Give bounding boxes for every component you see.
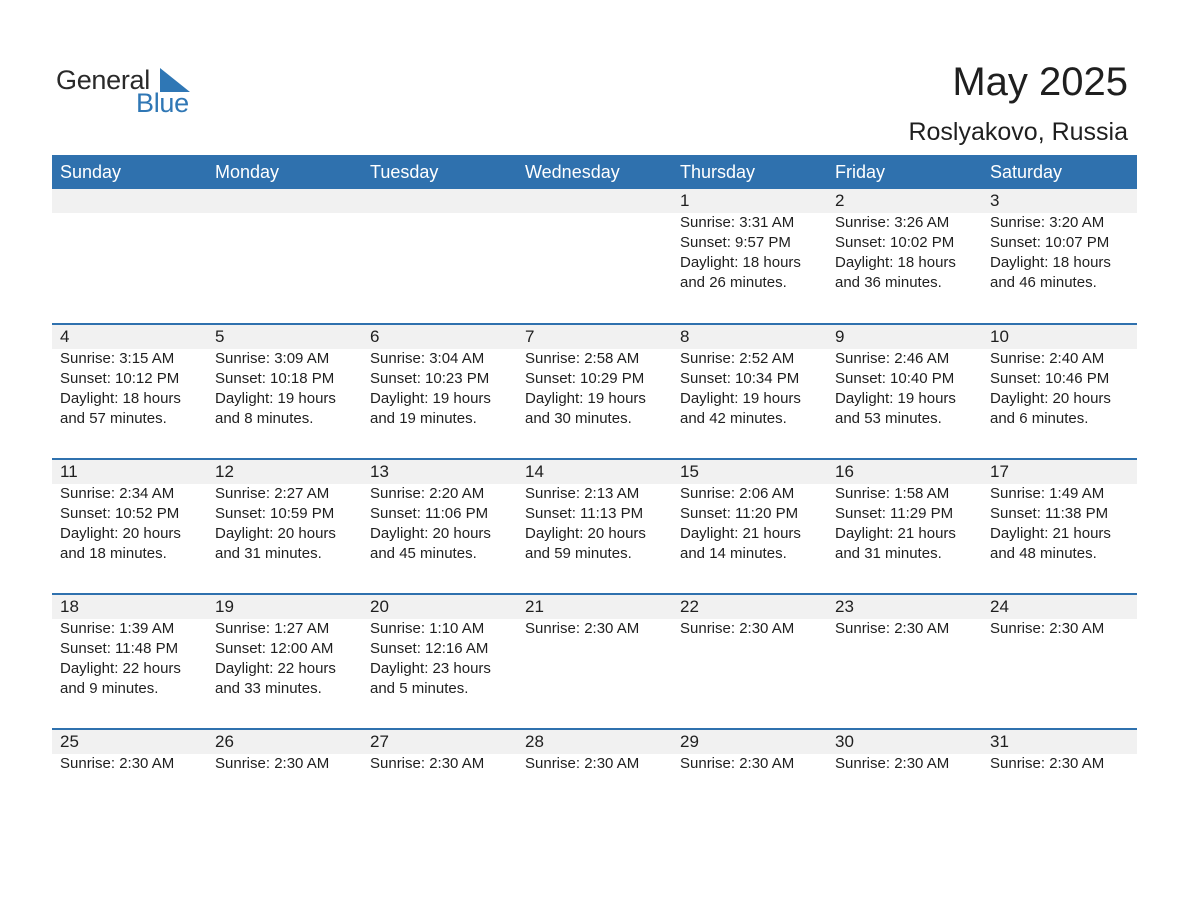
day-cell: [207, 189, 362, 323]
day-number: 31: [990, 732, 1009, 751]
day-sun-info: [215, 619, 362, 699]
daylight-text: Daylight: 19 hours: [680, 390, 801, 407]
daylight-text: Daylight: 20 hours: [370, 525, 491, 542]
day-cell: [672, 460, 827, 593]
daylight-text: and 45 minutes.: [370, 545, 477, 562]
day-cell: [827, 189, 982, 323]
sunrise-text: Sunrise: 3:26 AM: [835, 214, 950, 231]
sunset-text: Sunset: 12:00 AM: [215, 640, 334, 657]
day-number: 13: [370, 462, 389, 481]
day-cell: [207, 595, 362, 728]
daylight-text: Daylight: 20 hours: [60, 525, 181, 542]
sunrise-text: Sunrise: 2:20 AM: [370, 485, 485, 502]
week-row: [52, 323, 1137, 458]
daylight-text: and 36 minutes.: [835, 274, 942, 291]
day-number: 28: [525, 732, 544, 751]
day-sun-info: [60, 484, 207, 564]
daylight-text: Daylight: 20 hours: [525, 525, 646, 542]
day-cell: [517, 730, 672, 863]
sunrise-text: Sunrise: 2:30 AM: [60, 755, 175, 772]
day-sun-info: [525, 619, 672, 639]
weekday-monday: Monday: [215, 162, 280, 182]
sunset-text: Sunset: 11:29 PM: [835, 505, 954, 522]
sunset-text: Sunset: 10:18 PM: [215, 370, 335, 387]
sunrise-text: Sunrise: 2:30 AM: [215, 755, 330, 772]
daylight-text: and 14 minutes.: [680, 545, 787, 562]
day-cell: [827, 325, 982, 458]
daylight-text: Daylight: 19 hours: [525, 390, 646, 407]
day-number: 27: [370, 732, 389, 751]
sunrise-text: Sunrise: 1:58 AM: [835, 485, 950, 502]
day-number: 29: [680, 732, 699, 751]
day-number: 6: [370, 327, 380, 346]
daylight-text: and 53 minutes.: [835, 410, 942, 427]
day-cell: [52, 189, 207, 323]
sunrise-text: Sunrise: 2:30 AM: [990, 620, 1105, 637]
sunset-text: Sunset: 10:34 PM: [680, 370, 800, 387]
day-cell: [827, 460, 982, 593]
day-sun-info: [990, 349, 1137, 429]
day-cell: [982, 325, 1137, 458]
location-subtitle: Roslyakovo, Russia: [908, 118, 1128, 146]
sunset-text: Sunset: 10:07 PM: [990, 234, 1110, 251]
day-cell: [517, 595, 672, 728]
sunset-text: Sunset: 11:13 PM: [525, 505, 644, 522]
day-sun-info: [835, 619, 982, 639]
daylight-text: and 26 minutes.: [680, 274, 787, 291]
day-sun-info: [835, 484, 982, 564]
day-cell: [672, 325, 827, 458]
day-number: 8: [680, 327, 690, 346]
day-cell: [362, 730, 517, 863]
sunset-text: Sunset: 10:23 PM: [370, 370, 490, 387]
sunrise-text: Sunrise: 2:30 AM: [370, 755, 485, 772]
daylight-text: and 57 minutes.: [60, 410, 167, 427]
sunset-text: Sunset: 10:02 PM: [835, 234, 955, 251]
sunrise-text: Sunrise: 2:58 AM: [525, 350, 640, 367]
day-cell: [52, 730, 207, 863]
weekday-tuesday: Tuesday: [370, 162, 439, 182]
day-number: 22: [680, 597, 699, 616]
day-sun-info: [680, 349, 827, 429]
day-cell: [207, 325, 362, 458]
day-sun-info: [680, 484, 827, 564]
sunrise-text: Sunrise: 2:27 AM: [215, 485, 330, 502]
sunrise-text: Sunrise: 3:04 AM: [370, 350, 485, 367]
day-sun-info: [990, 754, 1137, 774]
day-number: 12: [215, 462, 234, 481]
daylight-text: Daylight: 22 hours: [60, 660, 181, 677]
day-sun-info: [990, 619, 1137, 639]
sunset-text: Sunset: 10:40 PM: [835, 370, 955, 387]
weekday-saturday: Saturday: [990, 162, 1063, 182]
daylight-text: and 8 minutes.: [215, 410, 314, 427]
sunrise-text: Sunrise: 3:15 AM: [60, 350, 175, 367]
sunrise-text: Sunrise: 2:30 AM: [835, 755, 950, 772]
day-cell: [52, 595, 207, 728]
sunrise-text: Sunrise: 2:13 AM: [525, 485, 640, 502]
daylight-text: Daylight: 19 hours: [370, 390, 491, 407]
day-sun-info: [60, 754, 207, 774]
day-sun-info: [525, 349, 672, 429]
weekday-sunday: Sunday: [60, 162, 122, 182]
week-row: [52, 593, 1137, 728]
daylight-text: Daylight: 21 hours: [680, 525, 801, 542]
day-cell: [52, 460, 207, 593]
day-number: 9: [835, 327, 845, 346]
day-sun-info: [215, 484, 362, 564]
sunset-text: Sunset: 10:46 PM: [990, 370, 1110, 387]
logo-general-text: General: [56, 65, 150, 95]
day-sun-info: [680, 619, 827, 639]
day-sun-info: [990, 484, 1137, 564]
day-cell: [672, 730, 827, 863]
day-number: 15: [680, 462, 699, 481]
sunset-text: Sunset: 11:20 PM: [680, 505, 799, 522]
sunrise-text: Sunrise: 2:52 AM: [680, 350, 795, 367]
sunrise-text: Sunrise: 1:49 AM: [990, 485, 1105, 502]
daylight-text: Daylight: 19 hours: [835, 390, 956, 407]
daylight-text: and 48 minutes.: [990, 545, 1097, 562]
day-number: 26: [215, 732, 234, 751]
weekday-wednesday: Wednesday: [525, 162, 620, 182]
daylight-text: and 59 minutes.: [525, 545, 632, 562]
day-cell: [982, 189, 1137, 323]
daylight-text: Daylight: 23 hours: [370, 660, 491, 677]
day-cell: [207, 730, 362, 863]
daylight-text: Daylight: 18 hours: [835, 254, 956, 271]
day-number: 5: [215, 327, 225, 346]
day-cell: [362, 189, 517, 323]
day-number: [370, 189, 517, 213]
daylight-text: Daylight: 19 hours: [215, 390, 336, 407]
day-cell: [207, 460, 362, 593]
sunset-text: Sunset: 9:57 PM: [680, 234, 791, 251]
page-title: May 2025: [952, 60, 1128, 104]
day-number: 10: [990, 327, 1009, 346]
day-number: 14: [525, 462, 544, 481]
week-row: [52, 728, 1137, 863]
sunrise-text: Sunrise: 3:09 AM: [215, 350, 330, 367]
sunrise-text: Sunrise: 2:30 AM: [680, 755, 795, 772]
daylight-text: Daylight: 18 hours: [990, 254, 1111, 271]
sunrise-text: Sunrise: 2:30 AM: [835, 620, 950, 637]
daylight-text: Daylight: 21 hours: [835, 525, 956, 542]
daylight-text: and 9 minutes.: [60, 680, 159, 697]
daylight-text: and 31 minutes.: [215, 545, 322, 562]
day-sun-info: [60, 619, 207, 699]
day-number: 19: [215, 597, 234, 616]
sunrise-text: Sunrise: 1:27 AM: [215, 620, 330, 637]
day-sun-info: [835, 349, 982, 429]
day-number: 4: [60, 327, 70, 346]
daylight-text: Daylight: 20 hours: [990, 390, 1111, 407]
day-sun-info: [370, 349, 517, 429]
day-number: 21: [525, 597, 544, 616]
day-sun-info: [835, 754, 982, 774]
day-sun-info: [370, 754, 517, 774]
day-number: 18: [60, 597, 79, 616]
week-row: [52, 458, 1137, 593]
daylight-text: and 46 minutes.: [990, 274, 1097, 291]
sunset-text: Sunset: 10:59 PM: [215, 505, 335, 522]
weekday-thursday: Thursday: [680, 162, 756, 182]
daylight-text: and 33 minutes.: [215, 680, 322, 697]
daylight-text: Daylight: 18 hours: [680, 254, 801, 271]
day-cell: [362, 595, 517, 728]
sunset-text: Sunset: 12:16 AM: [370, 640, 489, 657]
sunrise-text: Sunrise: 2:30 AM: [525, 620, 640, 637]
day-sun-info: [215, 349, 362, 429]
day-number: [525, 189, 672, 213]
day-number: 20: [370, 597, 389, 616]
day-sun-info: [525, 754, 672, 774]
logo-blue-text: Blue: [136, 88, 189, 118]
daylight-text: and 31 minutes.: [835, 545, 942, 562]
day-sun-info: [680, 754, 827, 774]
sunrise-text: Sunrise: 2:06 AM: [680, 485, 795, 502]
day-cell: [362, 460, 517, 593]
day-number: 7: [525, 327, 535, 346]
daylight-text: and 42 minutes.: [680, 410, 787, 427]
weekday-friday: Friday: [835, 162, 886, 182]
day-cell: [517, 460, 672, 593]
day-number: 11: [60, 462, 78, 481]
day-number: 17: [990, 462, 1009, 481]
day-cell: [672, 189, 827, 323]
day-cell: [362, 325, 517, 458]
daylight-text: and 18 minutes.: [60, 545, 167, 562]
sunrise-text: Sunrise: 2:30 AM: [680, 620, 795, 637]
daylight-text: Daylight: 22 hours: [215, 660, 336, 677]
sunset-text: Sunset: 10:29 PM: [525, 370, 645, 387]
generalblue-logo: [56, 64, 196, 120]
day-number: 3: [990, 191, 1000, 210]
sunrise-text: Sunrise: 3:20 AM: [990, 214, 1105, 231]
day-sun-info: [680, 213, 827, 293]
sunset-text: Sunset: 11:48 PM: [60, 640, 179, 657]
day-number: 30: [835, 732, 854, 751]
day-sun-info: [370, 619, 517, 699]
day-number: [215, 189, 362, 213]
sunrise-text: Sunrise: 2:34 AM: [60, 485, 175, 502]
day-number: 16: [835, 462, 854, 481]
day-number: [60, 189, 207, 213]
day-number: 25: [60, 732, 79, 751]
day-cell: [672, 595, 827, 728]
sunset-text: Sunset: 11:38 PM: [990, 505, 1109, 522]
daylight-text: Daylight: 18 hours: [60, 390, 181, 407]
sunrise-text: Sunrise: 2:30 AM: [990, 755, 1105, 772]
sunrise-text: Sunrise: 2:30 AM: [525, 755, 640, 772]
day-cell: [982, 595, 1137, 728]
day-number: 2: [835, 191, 845, 210]
daylight-text: Daylight: 21 hours: [990, 525, 1111, 542]
week-row: [52, 189, 1137, 323]
day-cell: [827, 595, 982, 728]
sunrise-text: Sunrise: 1:10 AM: [370, 620, 485, 637]
sunrise-text: Sunrise: 3:31 AM: [680, 214, 795, 231]
day-cell: [52, 325, 207, 458]
calendar-grid: [52, 155, 1137, 863]
day-sun-info: [990, 213, 1137, 293]
daylight-text: and 6 minutes.: [990, 410, 1089, 427]
day-cell: [982, 460, 1137, 593]
daylight-text: and 30 minutes.: [525, 410, 632, 427]
day-number: 24: [990, 597, 1009, 616]
weekday-header: [52, 155, 1137, 189]
sunrise-text: Sunrise: 2:46 AM: [835, 350, 950, 367]
day-number: 1: [680, 191, 690, 210]
daylight-text: Daylight: 20 hours: [215, 525, 336, 542]
day-sun-info: [60, 349, 207, 429]
sunset-text: Sunset: 10:12 PM: [60, 370, 180, 387]
day-cell: [517, 189, 672, 323]
sunrise-text: Sunrise: 2:40 AM: [990, 350, 1105, 367]
day-cell: [827, 730, 982, 863]
daylight-text: and 19 minutes.: [370, 410, 477, 427]
sunset-text: Sunset: 10:52 PM: [60, 505, 180, 522]
day-number: 23: [835, 597, 854, 616]
day-sun-info: [370, 484, 517, 564]
day-sun-info: [215, 754, 362, 774]
sunrise-text: Sunrise: 1:39 AM: [60, 620, 175, 637]
weeks-container: [52, 189, 1137, 863]
day-sun-info: [525, 484, 672, 564]
daylight-text: and 5 minutes.: [370, 680, 469, 697]
day-sun-info: [835, 213, 982, 293]
day-cell: [517, 325, 672, 458]
day-cell: [982, 730, 1137, 863]
sunset-text: Sunset: 11:06 PM: [370, 505, 489, 522]
